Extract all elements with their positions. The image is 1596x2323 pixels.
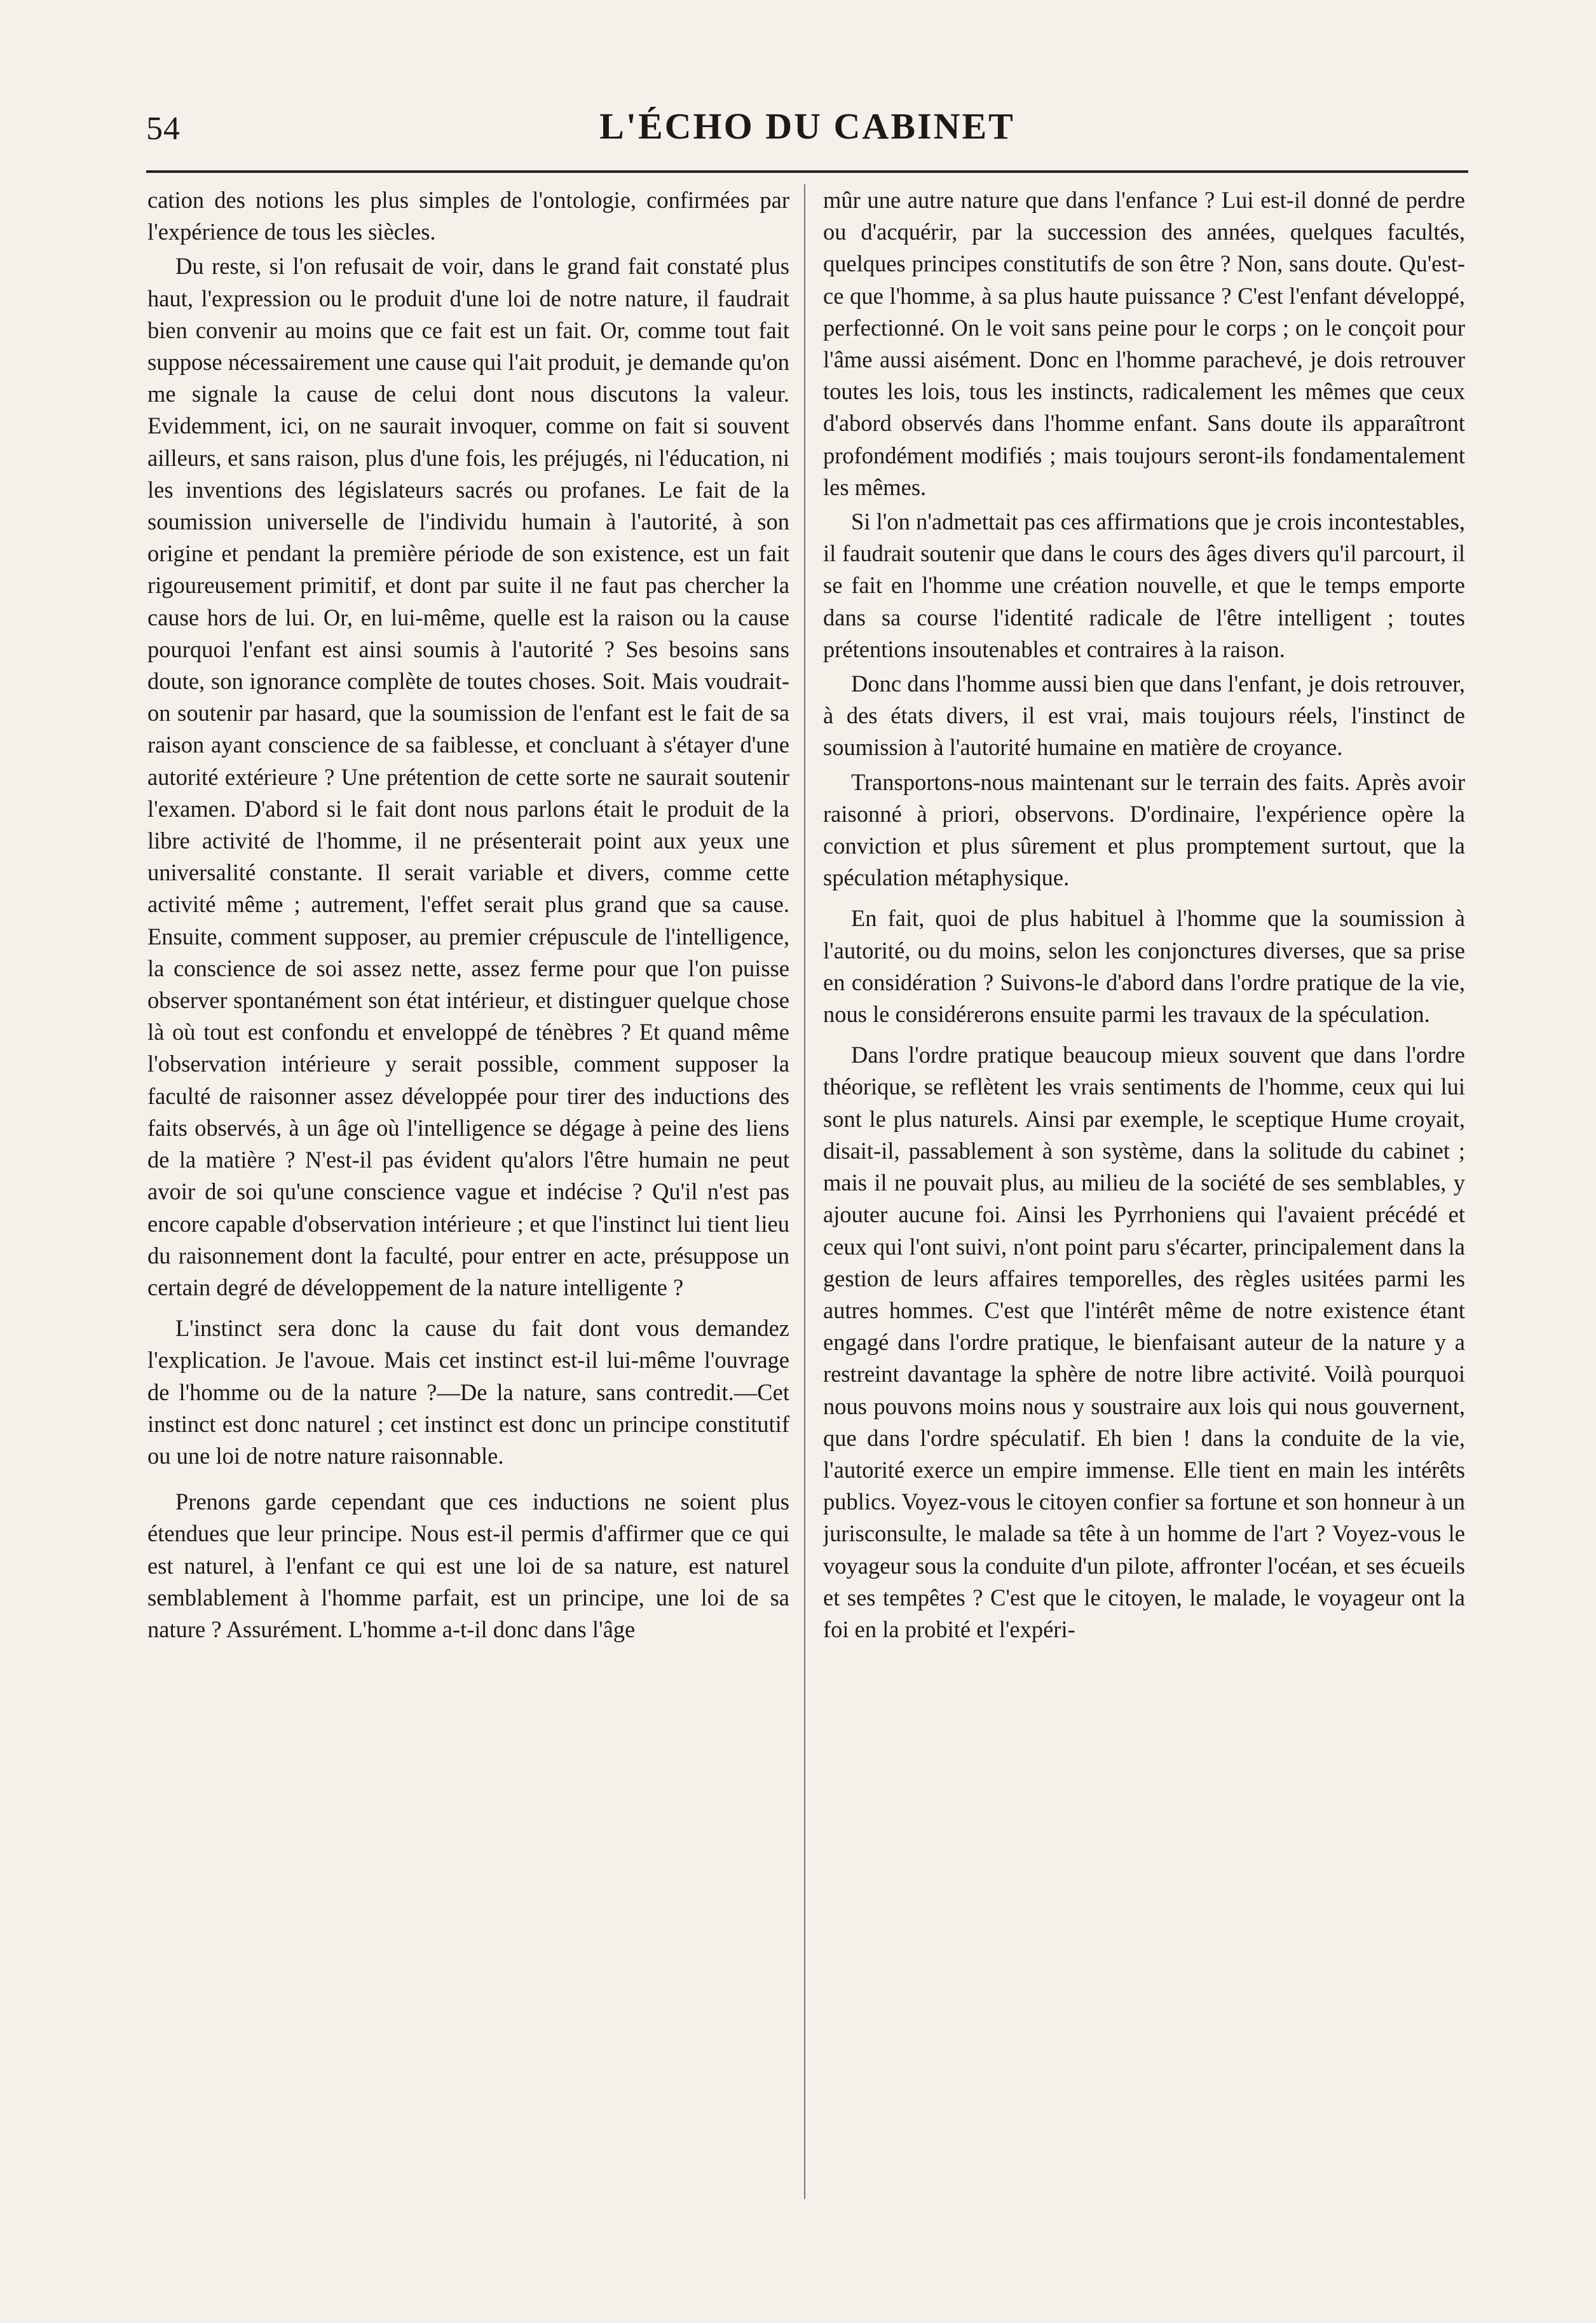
paragraph: Prenons garde cependant que ces inductions ne soient plus étendues que leur principe. Nous est-il permis d'affirmer que ce qui est naturel, à l'enfant ce qui est une loi de sa nature, est naturel semblablement à l'homme parfait, est un principe, une loi de sa nature ? Assurément. L'homme a-t-il donc dans l'âge bbox=[147, 1488, 789, 1642]
left-column bbox=[147, 184, 789, 2218]
paragraph: L'instinct sera donc la cause du fait dont vous demandez l'explication. Je l'avoue. Mais cet instinct est-il lui-même l'ouvrage de l'homme ou de la nature ?—De la nature, sans contredit.—Cet instinct est donc naturel ; cet instinct est donc un principe constitutif ou une loi de notre nature raisonnable. bbox=[147, 1315, 789, 1469]
header-rule bbox=[146, 170, 1468, 173]
page-number: 54 bbox=[146, 111, 181, 147]
paragraph: mûr une autre nature que dans l'enfance ? Lui est-il donné de perdre ou d'acquérir, par la succession des années, quelques facultés, quelques principes constitutifs de son être ? Non, sans doute. Qu'est-ce que l'homme, à sa plus haute puissance ? C'est l'enfant développé, perfectionné. On le voit sans peine pour le corps ; on le conçoit pour l'âme aussi aisément. Donc en l'homme parachevé, je dois retrouver toutes les lois, tous les instincts, radicalement les mêmes que ceux d'abord observés dans l'homme enfant. Sans doute ils apparaîtront profondément modifiés ; mais toujours seront-ils fondamentalement les mêmes. bbox=[823, 187, 1465, 500]
paragraph: Transportons-nous maintenant sur le terrain des faits. Après avoir raisonné à priori, observons. D'ordinaire, l'expérience opère la conviction et plus sûrement et plus promptement surtout, que la spéculation métaphysique. bbox=[823, 768, 1465, 891]
paragraph: Du reste, si l'on refusait de voir, dans le grand fait constaté plus haut, l'expression ou le produit d'une loi de notre nature, il faudrait bien convenir au moins que ce fait est un fait. Or, comme tout fait suppose nécessairement une cause qui l'ait produit, je demande qu'on me signale la cause de celui dont nous discutons la valeur. Evidemment, ici, on ne saurait invoquer, comme on fait si souvent ailleurs, et sans raison, plus d'une fois, les préjugés, ni l'éducation, ni les inventions des législateurs sacrés ou profanes. Le fait de la soumission universelle de l'individu humain à l'autorité, à son origine et pendant la première période de son existence, est un fait rigoureusement primitif, et dont par suite il ne faut pas chercher la cause hors de lui. Or, en lui-même, quelle est la raison ou la cause pourquoi l'enfant est ainsi soumis à l'autorité ? Ses besoins sans doute, son ignorance complète de toutes choses. Soit. Mais voudrait-on soutenir par hasard, que la soumission de l'enfant est le fait de sa raison ayant conscience de sa faiblesse, et concluant à s'étayer d'une autorité extérieure ? Une prétention de cette sorte ne saurait soutenir l'examen. D'abord si le fait dont nous parlons était le produit de la libre activité de l'homme, il ne présenterait point aux yeux une universalité constante. Il serait variable et divers, comme cette activité même ; autrement, l'effet serait plus grand que sa cause. Ensuite, comment supposer, au premier crépuscule de l'intelligence, la conscience de soi assez nette, assez ferme pour que l'on puisse observer spontanément son état intérieur, et distinguer quelque chose là où tout est confondu et enveloppé de ténèbres ? Et quand même l'observation intérieure y serait possible, comment supposer la faculté de raisonner assez développée pour tirer des inductions des faits observés, à un âge où l'intelligence se dégage à peine des liens de la matière ? N'est-il pas évident qu'alors l'être humain ne peut avoir de soi qu'une conscience vague et indécise ? Qu'il n'est pas encore capable d'observation intérieure ; et que l'instinct lui tient lieu du raisonnement dont la faculté, pour entrer en acte, présuppose un certain degré de développement de la nature intelligente ? bbox=[147, 253, 789, 1300]
journal-title: L'ÉCHO DU CABINET bbox=[599, 106, 1015, 147]
paragraph: En fait, quoi de plus habituel à l'homme que la soumission à l'autorité, ou du moins, selon les conjonctures diverses, que sa prise en considération ? Suivons-le d'abord dans l'ordre pratique de la vie, nous le considérerons ensuite parmi les travaux de la spéculation. bbox=[823, 905, 1465, 1028]
right-column bbox=[823, 184, 1465, 2218]
page-header bbox=[146, 105, 1468, 156]
paragraph: Si l'on n'admettait pas ces affirmations que je crois incontestables, il faudrait soutenir que dans le cours des âges divers qu'il parcourt, il se fait en l'homme une création nouvelle, et que le temps emporte dans sa course l'identité radicale de l'être intelligent ; toutes prétentions insoutenables et contraires à la raison. bbox=[823, 508, 1465, 662]
paragraph: Dans l'ordre pratique beaucoup mieux souvent que dans l'ordre théorique, se reflètent les vrais sentiments de l'homme, ceux qui lui sont le plus naturels. Ainsi par exemple, le sceptique Hume croyait, disait-il, passablement à son système, dans la solitude du cabinet ; mais il ne pouvait plus, au milieu de la société de ses semblables, y ajouter aucune foi. Ainsi les Pyrrhoniens qui l'avaient précédé et ceux qui l'ont suivi, n'ont point paru s'écarter, principalement dans la gestion de leurs affaires temporelles, des règles usitées parmi les autres hommes. C'est que l'intérêt même de notre existence étant engagé dans l'ordre pratique, le bienfaisant auteur de la nature y a restreint davantage la sphère de notre libre activité. Voilà pourquoi nous pouvons moins nous y soustraire aux lois qui nous gouvernent, que dans l'ordre spéculatif. Eh bien ! dans la conduite de la vie, l'autorité exerce un empire immense. Elle tient en main les intérêts publics. Voyez-vous le citoyen confier sa fortune et son honneur à un jurisconsulte, le malade sa tête à un homme de l'art ? Voyez-vous le voyageur sous la conduite d'un pilote, affronter l'océan, et ses écueils et ses tempêtes ? C'est que le citoyen, le malade, le voyageur ont la foi en la probité et l'expéri- bbox=[823, 1042, 1465, 1642]
column-divider bbox=[804, 184, 805, 2199]
paragraph: cation des notions les plus simples de l'ontologie, confirmées par l'expérience de tous les siècles. bbox=[147, 187, 789, 245]
paragraph: Donc dans l'homme aussi bien que dans l'enfant, je dois retrouver, à des états divers, il est vrai, mais toujours réels, l'instinct de soumission à l'autorité humaine en matière de croyance. bbox=[823, 671, 1465, 761]
